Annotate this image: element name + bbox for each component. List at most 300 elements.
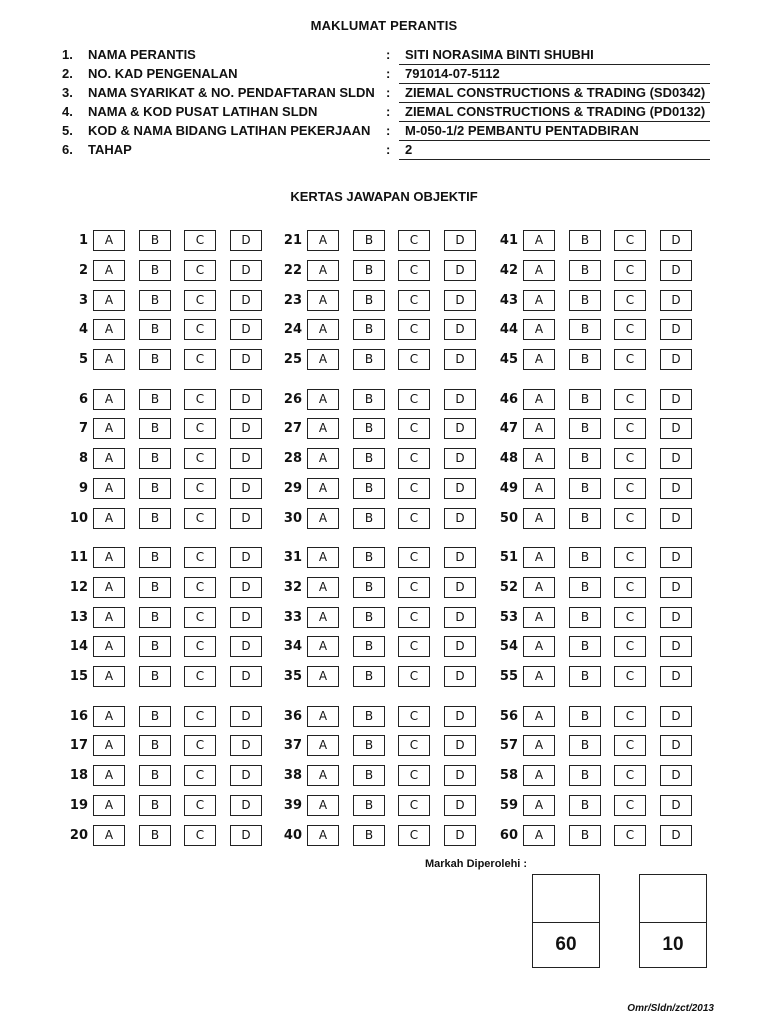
answer-option-c[interactable]: C bbox=[398, 349, 430, 370]
answer-option-a[interactable]: A bbox=[307, 418, 339, 439]
question-number: 48 bbox=[499, 451, 518, 467]
answer-option-c[interactable]: C bbox=[398, 478, 430, 499]
answer-option-a[interactable]: A bbox=[307, 389, 339, 410]
answer-option-d[interactable]: D bbox=[230, 319, 262, 340]
answer-option-a[interactable]: A bbox=[307, 666, 339, 687]
answer-option-d[interactable]: D bbox=[444, 418, 476, 439]
answer-option-a[interactable]: A bbox=[93, 290, 125, 311]
answer-option-c[interactable]: C bbox=[184, 765, 216, 786]
answer-option-c[interactable]: C bbox=[398, 230, 430, 251]
info-value: M-050-1/2 PEMBANTU PENTADBIRAN bbox=[399, 123, 710, 141]
answer-option-d[interactable]: D bbox=[230, 290, 262, 311]
answer-option-b[interactable]: B bbox=[569, 706, 601, 727]
answer-option-c[interactable]: C bbox=[184, 230, 216, 251]
answer-option-a[interactable]: A bbox=[307, 349, 339, 370]
answer-option-d[interactable]: D bbox=[660, 418, 692, 439]
question-number: 33 bbox=[283, 609, 302, 625]
info-label: KOD & NAMA BIDANG LATIHAN PEKERJAAN bbox=[88, 123, 371, 138]
answer-option-a[interactable]: A bbox=[93, 389, 125, 410]
answer-option-d[interactable]: D bbox=[230, 448, 262, 469]
answer-option-b[interactable]: B bbox=[139, 577, 171, 598]
info-colon: : bbox=[386, 47, 391, 62]
answer-option-c[interactable]: C bbox=[184, 478, 216, 499]
answer-option-b[interactable]: B bbox=[139, 290, 171, 311]
answer-option-a[interactable]: A bbox=[523, 795, 555, 816]
info-value: 2 bbox=[399, 142, 710, 160]
answer-option-d[interactable]: D bbox=[444, 230, 476, 251]
answer-option-a[interactable]: A bbox=[93, 418, 125, 439]
question-number: 7 bbox=[78, 421, 88, 437]
answer-option-d[interactable]: D bbox=[660, 260, 692, 281]
info-colon: : bbox=[386, 142, 391, 157]
question-number: 27 bbox=[283, 421, 302, 437]
answer-option-d[interactable]: D bbox=[660, 230, 692, 251]
answer-option-c[interactable]: C bbox=[398, 706, 430, 727]
answer-option-d[interactable]: D bbox=[444, 547, 476, 568]
question-number: 59 bbox=[499, 797, 518, 813]
answer-option-a[interactable]: A bbox=[93, 577, 125, 598]
answer-option-a[interactable]: A bbox=[307, 290, 339, 311]
answer-option-d[interactable]: D bbox=[230, 478, 262, 499]
answer-option-b[interactable]: B bbox=[569, 290, 601, 311]
answer-option-b[interactable]: B bbox=[569, 765, 601, 786]
answer-option-a[interactable]: A bbox=[307, 448, 339, 469]
answer-option-a[interactable]: A bbox=[523, 319, 555, 340]
answer-option-d[interactable]: D bbox=[444, 319, 476, 340]
answer-option-c[interactable]: C bbox=[184, 389, 216, 410]
answer-option-d[interactable]: D bbox=[660, 666, 692, 687]
answer-option-d[interactable]: D bbox=[444, 607, 476, 628]
answer-option-a[interactable]: A bbox=[93, 319, 125, 340]
answer-option-d[interactable]: D bbox=[444, 260, 476, 281]
answer-option-c[interactable]: C bbox=[614, 230, 646, 251]
answer-option-a[interactable]: A bbox=[93, 735, 125, 756]
answer-option-d[interactable]: D bbox=[444, 478, 476, 499]
answer-option-b[interactable]: B bbox=[353, 418, 385, 439]
answer-option-d[interactable]: D bbox=[660, 349, 692, 370]
answer-option-b[interactable]: B bbox=[353, 260, 385, 281]
answer-option-b[interactable]: B bbox=[353, 765, 385, 786]
answer-option-b[interactable]: B bbox=[569, 230, 601, 251]
question-number: 51 bbox=[499, 550, 518, 565]
answer-option-a[interactable]: A bbox=[93, 547, 125, 568]
answer-option-c[interactable]: C bbox=[614, 547, 646, 568]
answer-option-b[interactable]: B bbox=[569, 508, 601, 529]
answer-option-c[interactable]: C bbox=[184, 735, 216, 756]
form-title: MAKLUMAT PERANTIS bbox=[310, 18, 458, 33]
answer-option-b[interactable]: B bbox=[353, 508, 385, 529]
question-number: 45 bbox=[499, 352, 518, 368]
answer-option-a[interactable]: A bbox=[307, 825, 339, 846]
answer-option-b[interactable]: B bbox=[569, 547, 601, 568]
answer-option-d[interactable]: D bbox=[444, 795, 476, 816]
answer-option-b[interactable]: B bbox=[353, 448, 385, 469]
question-number: 14 bbox=[69, 639, 88, 655]
question-number: 53 bbox=[499, 609, 518, 625]
answer-option-b[interactable]: B bbox=[139, 636, 171, 657]
answer-option-a[interactable]: A bbox=[307, 577, 339, 598]
answer-option-c[interactable]: C bbox=[614, 666, 646, 687]
info-label: NAMA PERANTIS bbox=[88, 47, 196, 62]
question-number: 17 bbox=[69, 738, 88, 754]
answer-option-c[interactable]: C bbox=[614, 607, 646, 628]
question-number: 39 bbox=[283, 797, 302, 813]
answer-option-d[interactable]: D bbox=[444, 448, 476, 469]
answer-option-d[interactable]: D bbox=[230, 706, 262, 727]
answer-option-b[interactable]: B bbox=[569, 666, 601, 687]
answer-option-b[interactable]: B bbox=[139, 735, 171, 756]
question-number: 30 bbox=[283, 510, 302, 526]
answer-option-b[interactable]: B bbox=[353, 478, 385, 499]
answer-option-a[interactable]: A bbox=[523, 636, 555, 657]
question-number: 5 bbox=[78, 352, 88, 368]
answer-option-b[interactable]: B bbox=[139, 319, 171, 340]
answer-option-d[interactable]: D bbox=[660, 735, 692, 756]
answer-option-b[interactable]: B bbox=[569, 735, 601, 756]
answer-option-a[interactable]: A bbox=[523, 389, 555, 410]
answer-option-b[interactable]: B bbox=[353, 795, 385, 816]
question-number: 29 bbox=[283, 480, 302, 496]
answer-option-c[interactable]: C bbox=[184, 260, 216, 281]
answer-option-a[interactable]: A bbox=[93, 765, 125, 786]
answer-option-b[interactable]: B bbox=[569, 607, 601, 628]
answer-option-a[interactable]: A bbox=[93, 260, 125, 281]
answer-option-b[interactable]: B bbox=[569, 795, 601, 816]
answer-option-d[interactable]: D bbox=[444, 636, 476, 657]
answer-option-d[interactable]: D bbox=[660, 547, 692, 568]
answer-option-c[interactable]: C bbox=[614, 577, 646, 598]
answer-option-c[interactable]: C bbox=[614, 636, 646, 657]
answer-option-c[interactable]: C bbox=[398, 636, 430, 657]
answer-option-b[interactable]: B bbox=[353, 735, 385, 756]
question-number: 23 bbox=[283, 292, 302, 308]
answer-option-c[interactable]: C bbox=[398, 319, 430, 340]
answer-option-d[interactable]: D bbox=[660, 577, 692, 598]
question-number: 24 bbox=[283, 322, 302, 338]
answer-option-b[interactable]: B bbox=[139, 260, 171, 281]
answer-option-a[interactable]: A bbox=[523, 448, 555, 469]
answer-option-d[interactable]: D bbox=[660, 448, 692, 469]
answer-option-d[interactable]: D bbox=[660, 478, 692, 499]
answer-option-d[interactable]: D bbox=[660, 636, 692, 657]
answer-option-c[interactable]: C bbox=[614, 349, 646, 370]
answer-option-b[interactable]: B bbox=[569, 448, 601, 469]
answer-option-c[interactable]: C bbox=[614, 290, 646, 311]
info-colon: : bbox=[386, 66, 391, 81]
score-obtained: 60 bbox=[555, 934, 577, 955]
answer-option-a[interactable]: A bbox=[307, 260, 339, 281]
answer-option-d[interactable]: D bbox=[660, 508, 692, 529]
answer-option-b[interactable]: B bbox=[569, 636, 601, 657]
answer-option-a[interactable]: A bbox=[93, 508, 125, 529]
answer-option-c[interactable]: C bbox=[614, 478, 646, 499]
answer-option-d[interactable]: D bbox=[444, 577, 476, 598]
question-number: 36 bbox=[283, 708, 302, 724]
info-label: NO. KAD PENGENALAN bbox=[88, 66, 238, 81]
answer-option-d[interactable]: D bbox=[230, 795, 262, 816]
info-row bbox=[62, 103, 710, 122]
answer-option-c[interactable]: C bbox=[184, 607, 216, 628]
answer-option-a[interactable]: A bbox=[93, 636, 125, 657]
info-colon: : bbox=[386, 123, 391, 138]
info-value: SITI NORASIMA BINTI SHUBHI bbox=[399, 47, 710, 65]
answer-option-d[interactable]: D bbox=[660, 765, 692, 786]
answer-option-b[interactable]: B bbox=[139, 666, 171, 687]
answer-option-d[interactable]: D bbox=[444, 349, 476, 370]
answer-option-a[interactable]: A bbox=[523, 706, 555, 727]
answer-option-b[interactable]: B bbox=[353, 230, 385, 251]
answer-option-b[interactable]: B bbox=[353, 577, 385, 598]
answer-option-a[interactable]: A bbox=[523, 825, 555, 846]
question-number: 52 bbox=[499, 579, 518, 595]
info-label: TAHAP bbox=[88, 142, 132, 157]
question-number: 58 bbox=[499, 768, 518, 784]
question-number: 18 bbox=[69, 768, 88, 784]
answer-option-a[interactable]: A bbox=[523, 765, 555, 786]
answer-option-d[interactable]: D bbox=[660, 607, 692, 628]
answer-option-a[interactable]: A bbox=[523, 735, 555, 756]
answer-option-c[interactable]: C bbox=[398, 260, 430, 281]
answer-option-c[interactable]: C bbox=[614, 735, 646, 756]
answer-option-a[interactable]: A bbox=[307, 636, 339, 657]
answer-option-d[interactable]: D bbox=[444, 508, 476, 529]
question-number: 28 bbox=[283, 451, 302, 467]
answer-option-b[interactable]: B bbox=[139, 230, 171, 251]
answer-option-c[interactable]: C bbox=[184, 666, 216, 687]
answer-option-d[interactable]: D bbox=[444, 290, 476, 311]
question-number: 46 bbox=[499, 391, 518, 407]
answer-option-c[interactable]: C bbox=[184, 636, 216, 657]
answer-option-a[interactable]: A bbox=[523, 349, 555, 370]
answer-option-b[interactable]: B bbox=[353, 290, 385, 311]
answer-option-c[interactable]: C bbox=[398, 389, 430, 410]
answer-option-d[interactable]: D bbox=[230, 349, 262, 370]
answer-option-c[interactable]: C bbox=[184, 795, 216, 816]
answer-option-c[interactable]: C bbox=[184, 448, 216, 469]
question-number: 44 bbox=[499, 322, 518, 338]
answer-option-b[interactable]: B bbox=[139, 825, 171, 846]
answer-option-c[interactable]: C bbox=[614, 765, 646, 786]
question-number: 55 bbox=[499, 669, 518, 685]
answer-option-c[interactable]: C bbox=[614, 418, 646, 439]
answer-option-b[interactable]: B bbox=[569, 577, 601, 598]
info-number: 2. bbox=[62, 66, 73, 81]
answer-option-b[interactable]: B bbox=[353, 666, 385, 687]
answer-option-d[interactable]: D bbox=[444, 765, 476, 786]
answer-option-b[interactable]: B bbox=[139, 547, 171, 568]
question-number: 40 bbox=[283, 827, 302, 843]
answer-option-a[interactable]: A bbox=[523, 577, 555, 598]
info-number: 3. bbox=[62, 85, 73, 100]
answer-option-d[interactable]: D bbox=[230, 389, 262, 410]
answer-option-d[interactable]: D bbox=[444, 735, 476, 756]
answer-option-a[interactable]: A bbox=[93, 825, 125, 846]
answer-option-a[interactable]: A bbox=[307, 478, 339, 499]
answer-option-c[interactable]: C bbox=[398, 577, 430, 598]
answer-option-a[interactable]: A bbox=[93, 706, 125, 727]
answer-option-c[interactable]: C bbox=[398, 666, 430, 687]
answer-option-d[interactable]: D bbox=[660, 290, 692, 311]
answer-option-a[interactable]: A bbox=[93, 666, 125, 687]
answer-option-b[interactable]: B bbox=[569, 418, 601, 439]
question-number: 1 bbox=[78, 233, 88, 248]
answer-option-a[interactable]: A bbox=[307, 795, 339, 816]
answer-option-a[interactable]: A bbox=[523, 290, 555, 311]
info-value: 791014-07-5112 bbox=[399, 66, 710, 84]
question-number: 41 bbox=[499, 233, 518, 248]
answer-option-a[interactable]: A bbox=[523, 230, 555, 251]
answer-option-b[interactable]: B bbox=[569, 478, 601, 499]
answer-option-b[interactable]: B bbox=[569, 260, 601, 281]
answer-option-d[interactable]: D bbox=[230, 508, 262, 529]
answer-option-b[interactable]: B bbox=[139, 349, 171, 370]
answer-option-b[interactable]: B bbox=[353, 319, 385, 340]
question-number: 25 bbox=[283, 352, 302, 368]
question-number: 50 bbox=[499, 510, 518, 526]
answer-option-b[interactable]: B bbox=[353, 706, 385, 727]
answer-option-a[interactable]: A bbox=[307, 607, 339, 628]
answer-option-c[interactable]: C bbox=[184, 547, 216, 568]
answer-option-b[interactable]: B bbox=[353, 607, 385, 628]
answer-option-c[interactable]: C bbox=[614, 389, 646, 410]
info-label: NAMA SYARIKAT & NO. PENDAFTARAN SLDN bbox=[88, 85, 375, 100]
answer-option-c[interactable]: C bbox=[184, 349, 216, 370]
answer-option-d[interactable]: D bbox=[230, 418, 262, 439]
answer-option-a[interactable]: A bbox=[93, 478, 125, 499]
answer-option-a[interactable]: A bbox=[523, 418, 555, 439]
answer-option-a[interactable]: A bbox=[307, 765, 339, 786]
answer-option-d[interactable]: D bbox=[230, 636, 262, 657]
answer-option-a[interactable]: A bbox=[307, 319, 339, 340]
answer-option-a[interactable]: A bbox=[523, 508, 555, 529]
answer-option-b[interactable]: B bbox=[139, 389, 171, 410]
question-number: 37 bbox=[283, 738, 302, 754]
answer-option-c[interactable]: C bbox=[184, 706, 216, 727]
answer-option-b[interactable]: B bbox=[353, 349, 385, 370]
answer-option-d[interactable]: D bbox=[230, 230, 262, 251]
answer-option-c[interactable]: C bbox=[398, 547, 430, 568]
answer-option-d[interactable]: D bbox=[230, 735, 262, 756]
answer-option-c[interactable]: C bbox=[614, 448, 646, 469]
answer-option-b[interactable]: B bbox=[353, 825, 385, 846]
answer-option-d[interactable]: D bbox=[230, 825, 262, 846]
answer-option-c[interactable]: C bbox=[398, 508, 430, 529]
answer-option-c[interactable]: C bbox=[184, 319, 216, 340]
answer-option-b[interactable]: B bbox=[139, 607, 171, 628]
answer-option-c[interactable]: C bbox=[614, 706, 646, 727]
answer-option-a[interactable]: A bbox=[93, 349, 125, 370]
answer-option-a[interactable]: A bbox=[93, 795, 125, 816]
answer-option-c[interactable]: C bbox=[398, 735, 430, 756]
answer-option-d[interactable]: D bbox=[230, 260, 262, 281]
answer-option-b[interactable]: B bbox=[139, 478, 171, 499]
question-number: 19 bbox=[69, 797, 88, 813]
answer-option-b[interactable]: B bbox=[139, 448, 171, 469]
answer-option-a[interactable]: A bbox=[93, 230, 125, 251]
answer-option-d[interactable]: D bbox=[230, 607, 262, 628]
answer-option-c[interactable]: C bbox=[184, 508, 216, 529]
answer-option-d[interactable]: D bbox=[230, 577, 262, 598]
info-label: NAMA & KOD PUSAT LATIHAN SLDN bbox=[88, 104, 318, 119]
answer-option-d[interactable]: D bbox=[444, 666, 476, 687]
answer-option-a[interactable]: A bbox=[93, 448, 125, 469]
question-number: 10 bbox=[69, 510, 88, 526]
answer-option-c[interactable]: C bbox=[398, 765, 430, 786]
answer-option-d[interactable]: D bbox=[230, 765, 262, 786]
answer-option-a[interactable]: A bbox=[93, 607, 125, 628]
answer-option-d[interactable]: D bbox=[660, 319, 692, 340]
answer-option-b[interactable]: B bbox=[139, 795, 171, 816]
question-number: 38 bbox=[283, 768, 302, 784]
info-row bbox=[62, 84, 710, 103]
answer-option-a[interactable]: A bbox=[307, 508, 339, 529]
question-number: 8 bbox=[78, 451, 88, 467]
answer-option-d[interactable]: D bbox=[660, 825, 692, 846]
answer-option-c[interactable]: C bbox=[398, 290, 430, 311]
answer-option-d[interactable]: D bbox=[230, 666, 262, 687]
answer-option-c[interactable]: C bbox=[614, 319, 646, 340]
answer-option-c[interactable]: C bbox=[184, 418, 216, 439]
answer-option-c[interactable]: C bbox=[184, 825, 216, 846]
footer-code: Omr/Sldn/zct/2013 bbox=[627, 1003, 714, 1014]
answer-option-d[interactable]: D bbox=[444, 389, 476, 410]
answer-option-a[interactable]: A bbox=[307, 706, 339, 727]
answer-option-c[interactable]: C bbox=[398, 418, 430, 439]
answer-option-d[interactable]: D bbox=[660, 389, 692, 410]
answer-option-a[interactable]: A bbox=[523, 260, 555, 281]
answer-option-c[interactable]: C bbox=[614, 508, 646, 529]
answer-option-c[interactable]: C bbox=[184, 577, 216, 598]
answer-option-d[interactable]: D bbox=[444, 706, 476, 727]
answer-option-a[interactable]: A bbox=[523, 666, 555, 687]
answer-option-c[interactable]: C bbox=[398, 448, 430, 469]
answer-option-c[interactable]: C bbox=[184, 290, 216, 311]
answer-option-c[interactable]: C bbox=[398, 607, 430, 628]
answer-option-b[interactable]: B bbox=[139, 418, 171, 439]
answer-option-d[interactable]: D bbox=[660, 706, 692, 727]
answer-option-b[interactable]: B bbox=[139, 706, 171, 727]
answer-option-a[interactable]: A bbox=[523, 478, 555, 499]
answer-option-b[interactable]: B bbox=[569, 349, 601, 370]
answer-option-d[interactable]: D bbox=[660, 795, 692, 816]
answer-option-d[interactable]: D bbox=[230, 547, 262, 568]
answer-option-c[interactable]: C bbox=[398, 825, 430, 846]
answer-option-a[interactable]: A bbox=[307, 547, 339, 568]
question-number: 15 bbox=[69, 669, 88, 685]
question-number: 21 bbox=[283, 233, 302, 248]
answer-option-b[interactable]: B bbox=[569, 319, 601, 340]
answer-option-b[interactable]: B bbox=[139, 765, 171, 786]
answer-option-a[interactable]: A bbox=[307, 735, 339, 756]
answer-option-b[interactable]: B bbox=[139, 508, 171, 529]
answer-option-c[interactable]: C bbox=[614, 260, 646, 281]
answer-option-c[interactable]: C bbox=[614, 825, 646, 846]
info-number: 6. bbox=[62, 142, 73, 157]
answer-option-a[interactable]: A bbox=[307, 230, 339, 251]
answer-option-a[interactable]: A bbox=[523, 547, 555, 568]
answer-option-a[interactable]: A bbox=[523, 607, 555, 628]
score-box-grade bbox=[639, 874, 707, 968]
answer-option-c[interactable]: C bbox=[398, 795, 430, 816]
answer-option-b[interactable]: B bbox=[569, 389, 601, 410]
answer-option-c[interactable]: C bbox=[614, 795, 646, 816]
answer-option-b[interactable]: B bbox=[569, 825, 601, 846]
question-number: 11 bbox=[69, 550, 88, 565]
answer-option-b[interactable]: B bbox=[353, 636, 385, 657]
answer-option-b[interactable]: B bbox=[353, 547, 385, 568]
answer-option-b[interactable]: B bbox=[353, 389, 385, 410]
answer-option-d[interactable]: D bbox=[444, 825, 476, 846]
